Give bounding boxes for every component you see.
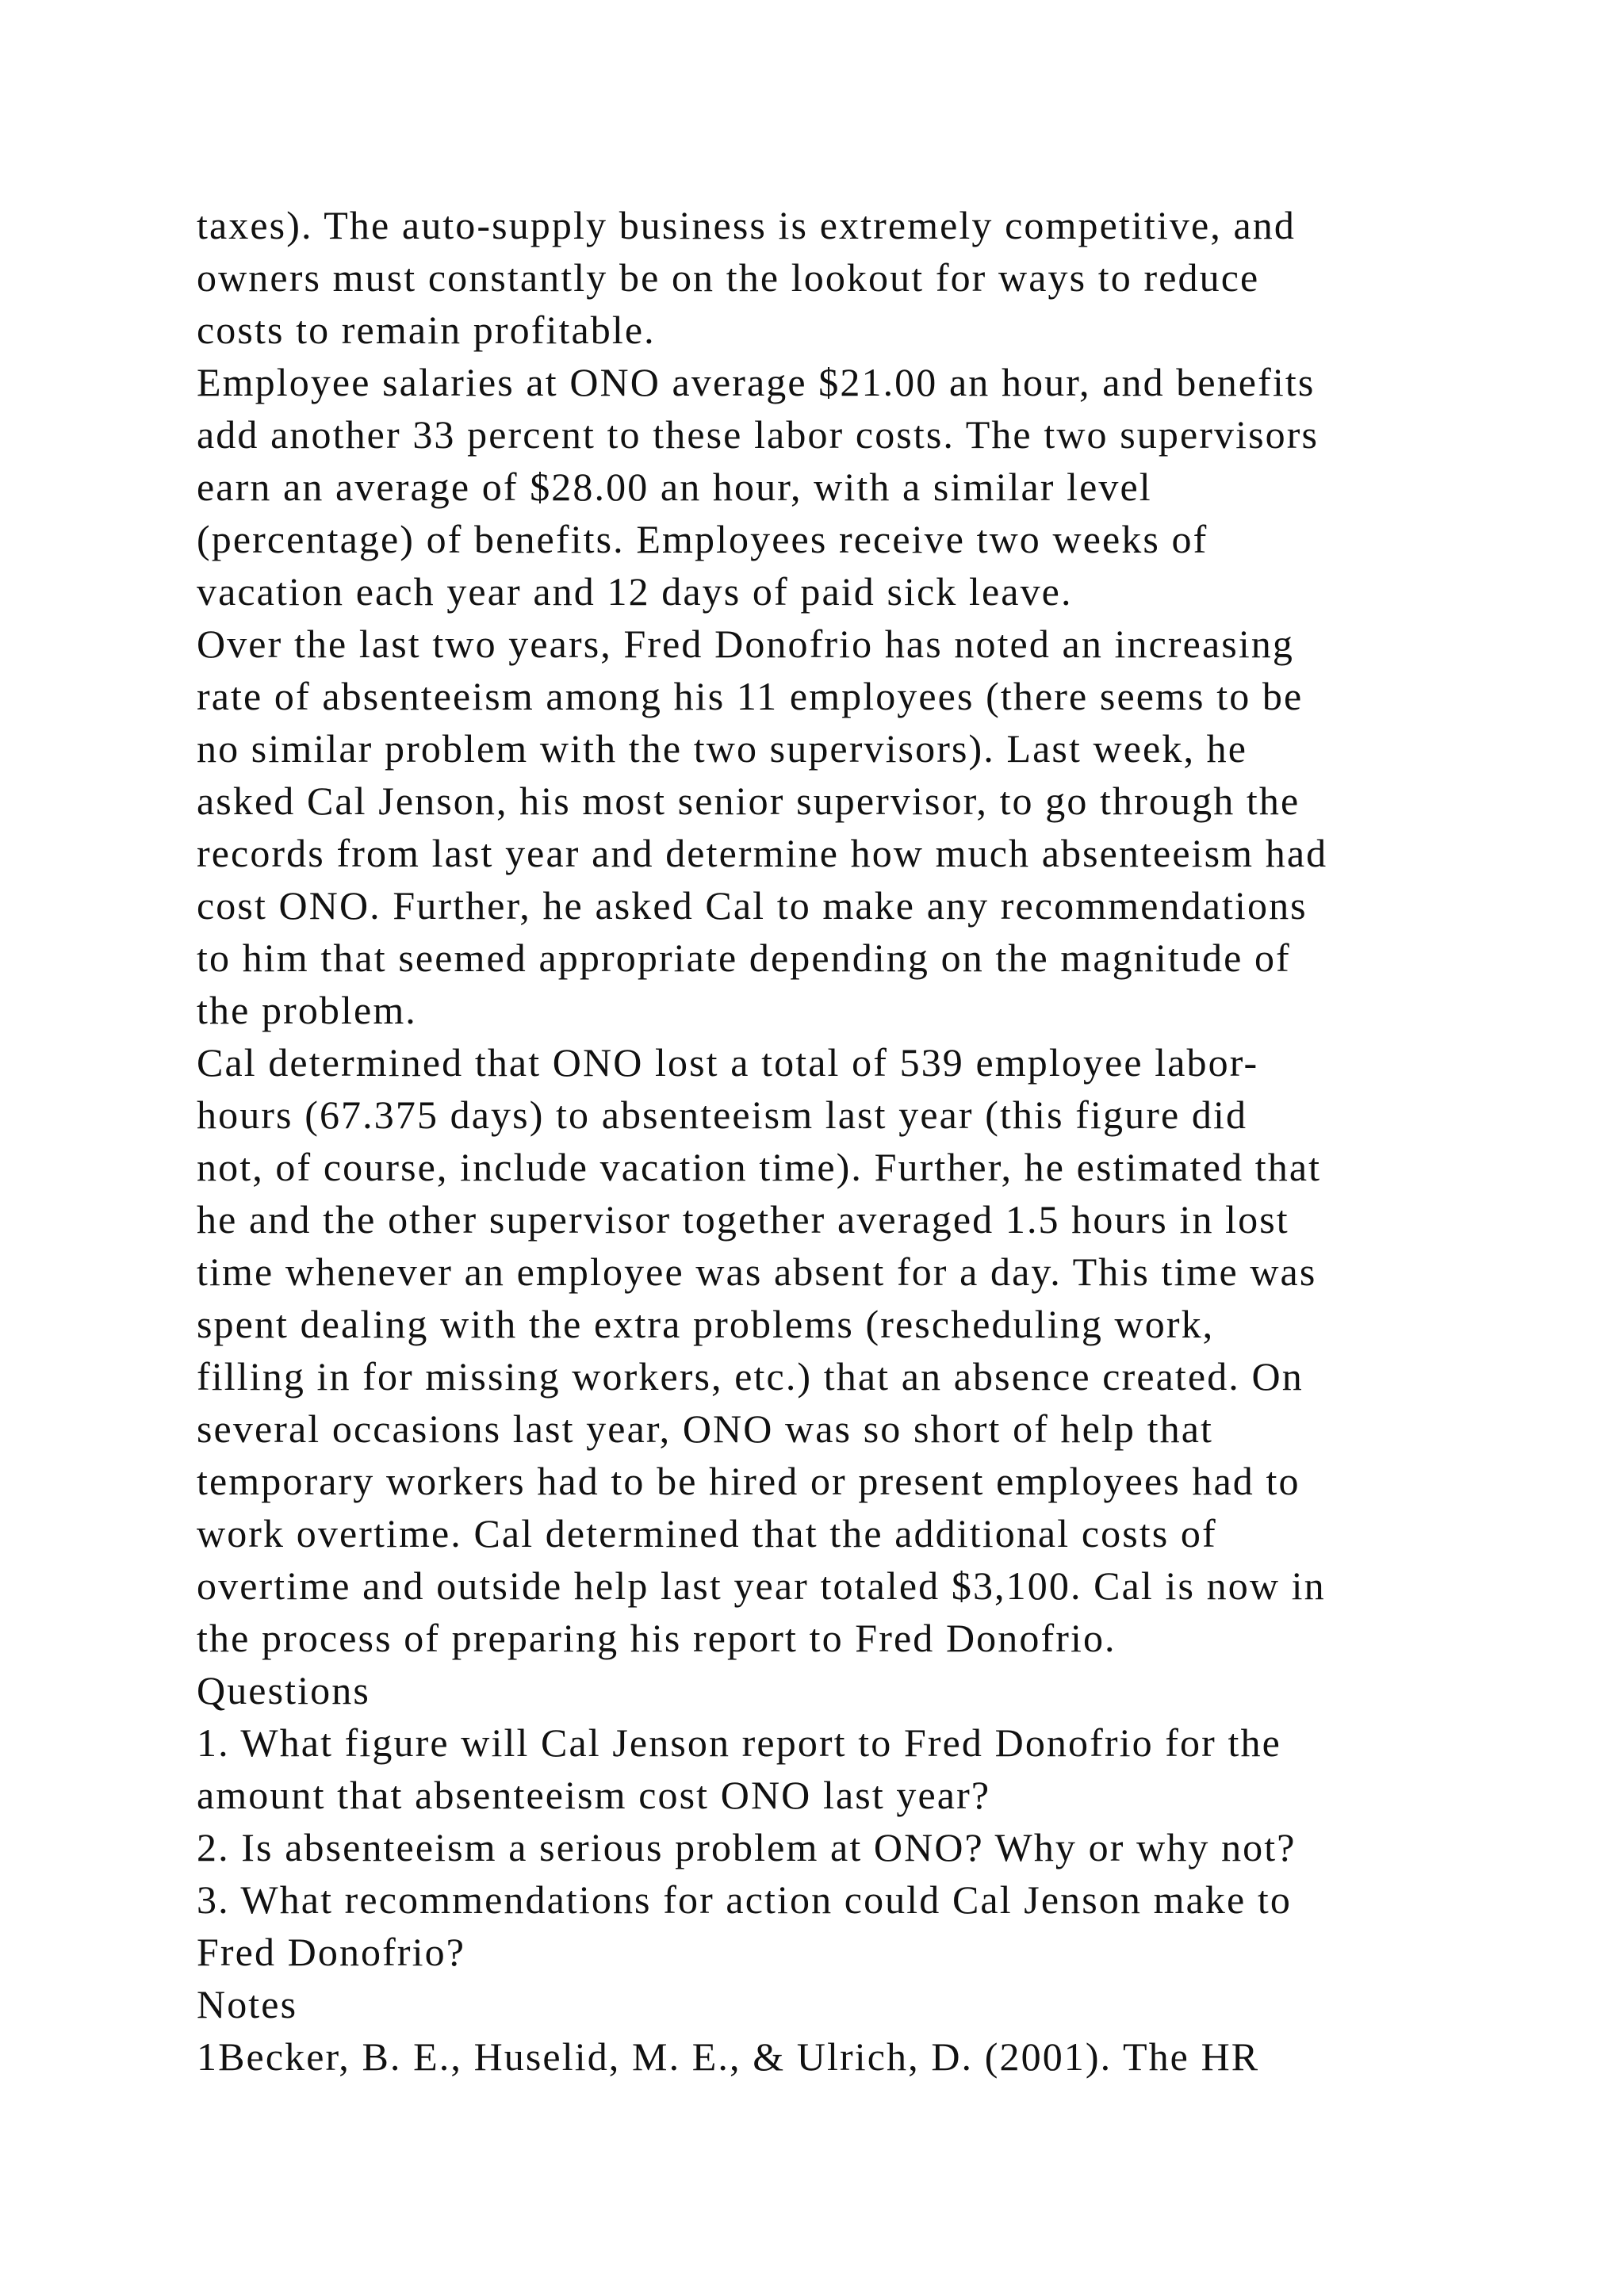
text-line: work overtime. Cal determined that the additional costs of	[197, 1511, 1217, 1556]
text-line: earn an average of $28.00 an hour, with a similar level	[197, 465, 1152, 509]
text-line: vacation each year and 12 days of paid sick leave.	[197, 569, 1073, 614]
text-line: not, of course, include vacation time). Further, he estimated that	[197, 1145, 1322, 1189]
text-line: to him that seemed appropriate depending on the magnitude of	[197, 936, 1291, 980]
text-line: several occasions last year, ONO was so short of help that	[197, 1406, 1213, 1451]
text-line: costs to remain profitable.	[197, 308, 656, 352]
section-heading-questions: Questions	[197, 1668, 370, 1712]
text-line: owners must constantly be on the lookout for ways to reduce	[197, 255, 1260, 300]
question-item: 2. Is absenteeism a serious problem at ONO? Why or why not?	[197, 1825, 1297, 1869]
text-line: records from last year and determine how much absenteeism had	[197, 831, 1328, 875]
text-line: Cal determined that ONO lost a total of 539 employee labor-	[197, 1040, 1259, 1085]
text-line: hours (67.375 days) to absenteeism last year (this figure did	[197, 1093, 1248, 1137]
text-line: (percentage) of benefits. Employees receive two weeks of	[197, 517, 1208, 561]
text-line: no similar problem with the two supervisors). Last week, he	[197, 726, 1248, 771]
section-heading-notes: Notes	[197, 1982, 298, 2026]
text-line: filling in for missing workers, etc.) that an absence created. On	[197, 1354, 1304, 1399]
text-line: asked Cal Jenson, his most senior supervisor, to go through the	[197, 779, 1300, 823]
text-line: amount that absenteeism cost ONO last year?	[197, 1773, 991, 1817]
question-item: 1. What figure will Cal Jenson report to Fred Donofrio for the	[197, 1720, 1281, 1765]
text-line: he and the other supervisor together averaged 1.5 hours in lost	[197, 1197, 1289, 1242]
footnote-item: 1Becker, B. E., Huselid, M. E., & Ulrich, D. (2001). The HR	[197, 2034, 1260, 2079]
text-line: Employee salaries at ONO average $21.00 an hour, and benefits	[197, 360, 1316, 404]
text-line: the process of preparing his report to Fred Donofrio.	[197, 1616, 1116, 1660]
text-line: cost ONO. Further, he asked Cal to make any recommendations	[197, 883, 1308, 928]
text-line: temporary workers had to be hired or present employees had to	[197, 1459, 1300, 1503]
text-line: overtime and outside help last year totaled $3,100. Cal is now in	[197, 1563, 1326, 1608]
text-line: the problem.	[197, 988, 417, 1032]
text-line: rate of absenteeism among his 11 employees (there seems to be	[197, 674, 1304, 718]
text-line: taxes). The auto-supply business is extremely competitive, and	[197, 203, 1296, 247]
text-line: Fred Donofrio?	[197, 1930, 466, 1974]
question-item: 3. What recommendations for action could Cal Jenson make to	[197, 1877, 1292, 1922]
text-line: add another 33 percent to these labor costs. The two supervisors	[197, 412, 1320, 457]
text-line: Over the last two years, Fred Donofrio has noted an increasing	[197, 622, 1295, 666]
text-line: time whenever an employee was absent for a day. This time was	[197, 1249, 1317, 1294]
document-body	[197, 199, 1513, 2083]
text-line: spent dealing with the extra problems (rescheduling work,	[197, 1302, 1215, 1346]
